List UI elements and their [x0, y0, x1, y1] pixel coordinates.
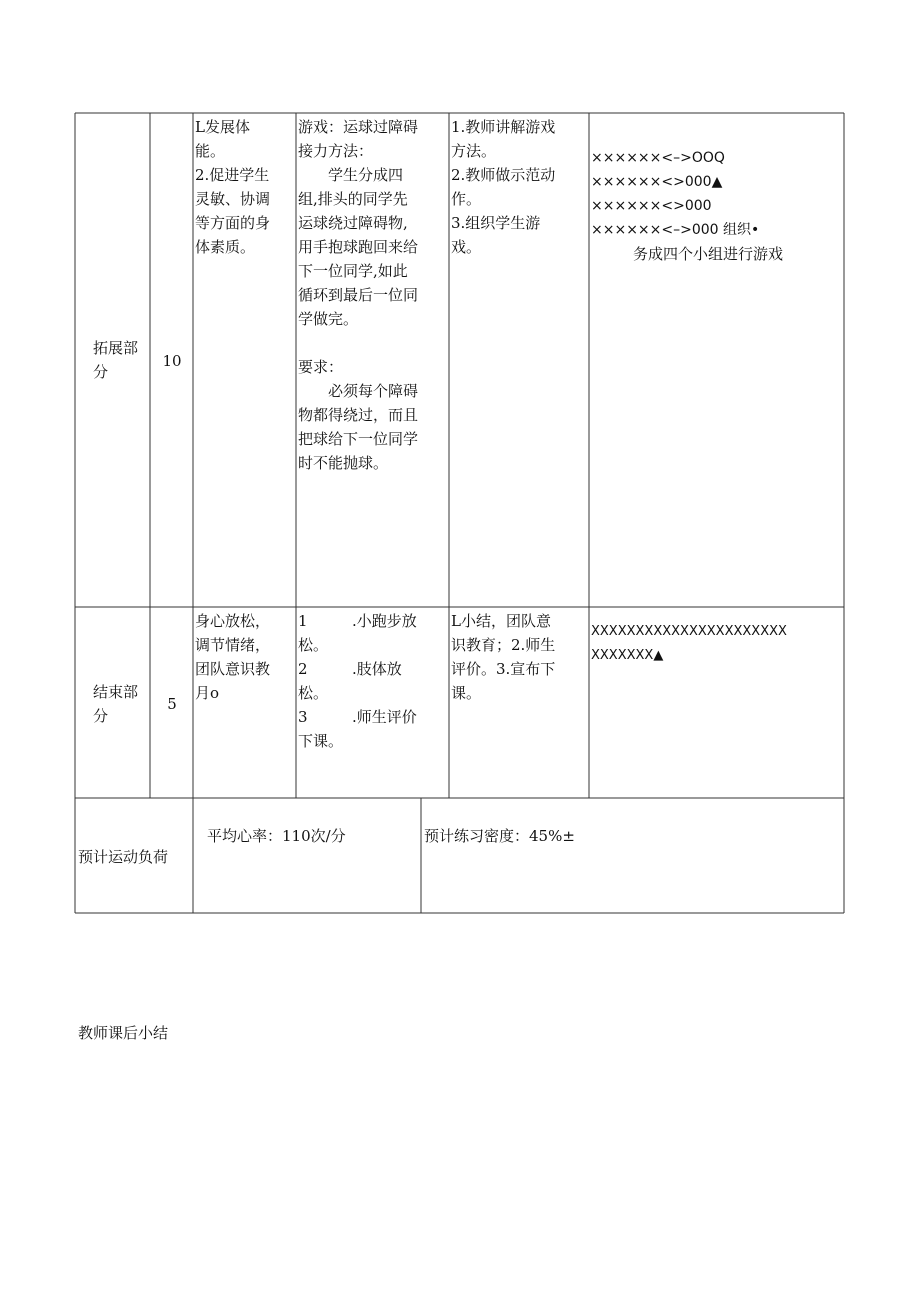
end-step-cont: 松。 [298, 684, 329, 702]
practice-density: 预计练习密度：45%± [424, 827, 575, 845]
end-formation-row: XXXXXXX▲ [591, 648, 664, 663]
end-teacher-line: 识教育；2.师生 [451, 636, 556, 654]
end-teacher-activity [451, 609, 589, 705]
game-method-line: 运球绕过障碍物, [298, 214, 408, 232]
game-method-line: 组,排头的同学先 [298, 190, 408, 208]
requirement-line: 时不能抛球。 [298, 454, 389, 472]
end-step-text: .肢体放 [352, 660, 402, 678]
teacher-line: 1.教师讲解游戏 [451, 118, 556, 136]
post-class-summary-label: 教师课后小结 [78, 1024, 169, 1042]
expand-teacher-activity [451, 115, 589, 259]
blank-line [298, 331, 450, 355]
end-step-line [298, 657, 450, 681]
expand-goal-line: 体素质。 [195, 238, 256, 256]
expand-content [298, 115, 450, 475]
heart-rate: 平均心率：110次/分 [207, 827, 346, 845]
end-step-line [298, 609, 450, 633]
end-content [298, 609, 450, 753]
end-minutes: 5 [167, 695, 177, 713]
formation-row: ××××××<–>000 组织• [591, 222, 760, 238]
end-section-label [93, 680, 151, 728]
expand-section-line-1: 拓展部 [93, 339, 139, 357]
game-title-line: 游戏：运球过障碍 [298, 118, 419, 136]
end-formation-row: XXXXXXXXXXXXXXXXXXXXXX [591, 624, 787, 639]
formation-note: 务成四个小组进行游戏 [633, 245, 784, 263]
requirement-line: 必须每个障碍 [298, 382, 419, 400]
end-goal-line: 身心放松， [195, 612, 271, 630]
game-method-line: 学生分成四 [298, 166, 404, 184]
end-step-line [298, 705, 450, 729]
game-method-line: 下一位同学,如此 [298, 262, 408, 280]
teacher-line: 2.教师做示范动 [451, 166, 556, 184]
end-step-text: .师生评价 [352, 708, 417, 726]
end-teacher-line: 评价。3.宣布下 [451, 660, 556, 678]
end-goal-line: 月o [195, 684, 220, 702]
end-section-line-2: 分 [93, 707, 109, 725]
end-step-cont: 松。 [298, 636, 329, 654]
expand-goal-line: 能。 [195, 142, 226, 160]
end-step-number: 3 [298, 708, 308, 726]
requirement-label: 要求： [298, 358, 344, 376]
teacher-line: 作。 [451, 190, 482, 208]
end-goal-line: 团队意识教 [195, 660, 271, 678]
requirement-line: 物都得绕过，而且 [298, 406, 419, 424]
teacher-line: 戏。 [451, 238, 482, 256]
expand-goal-line: L发展体 [195, 118, 250, 136]
end-teacher-line: L小结，团队意 [451, 612, 551, 630]
expand-goal-line: 2.促进学生 [195, 166, 270, 184]
expand-section-label [93, 336, 151, 384]
teacher-line: 方法。 [451, 142, 497, 160]
formation-row: ××××××<>000 [591, 198, 712, 214]
expand-goal-line: 灵敏、协调 [195, 190, 271, 208]
game-method-line: 学做完。 [298, 310, 359, 328]
end-step-number: 2 [298, 660, 308, 678]
expand-organization [591, 146, 843, 266]
formation-row: ××××××<>000▲ [591, 174, 723, 190]
formation-row: ××××××<–>OOQ [591, 150, 725, 166]
end-goal-line: 调节情绪， [195, 636, 271, 654]
end-step-number: 1 [298, 612, 308, 630]
expand-goals [195, 115, 295, 259]
end-organization [591, 620, 843, 668]
load-label: 预计运动负荷 [78, 848, 169, 866]
end-section-line-1: 结束部 [93, 683, 139, 701]
requirement-line: 把球给下一位同学 [298, 430, 419, 448]
end-step-cont: 下课。 [298, 732, 344, 750]
end-step-text: .小跑步放 [352, 612, 417, 630]
game-method-line: 用手抱球跑回来给 [298, 238, 419, 256]
teacher-line: 3.组织学生游 [451, 214, 541, 232]
end-goals [195, 609, 295, 705]
expand-goal-line: 等方面的身 [195, 214, 271, 232]
game-title-line: 接力方法： [298, 142, 374, 160]
game-method-line: 循环到最后一位同 [298, 286, 419, 304]
end-teacher-line: 课。 [451, 684, 482, 702]
expand-section-line-2: 分 [93, 363, 109, 381]
expand-minutes: 10 [162, 352, 182, 370]
